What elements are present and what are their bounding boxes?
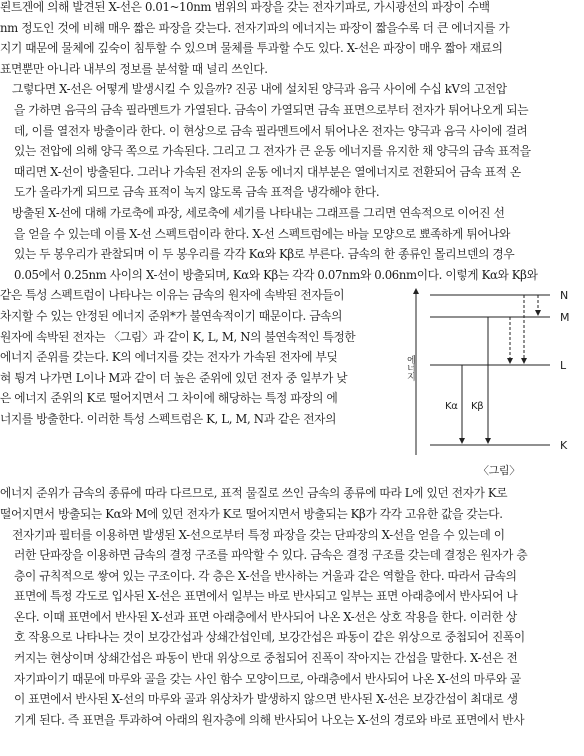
text-line: 데, 이를 열전자 방출이라 한다. 이 현상으로 금속 필라멘트에서 튀어나온 전자는 양극과 음극 사이에 걸려 (14, 123, 528, 138)
text-line: 있는 두 봉우리가 관찰되며 이 두 봉우리를 각각 Kα와 Kβ로 부른다. 금속의 한 종류인 몰리브덴의 경우 (14, 247, 515, 262)
energy-level-diagram (400, 285, 584, 461)
text-line: 을 얻을 수 있는데 이를 X-선 스펙트럼이라 한다. X-선 스펙트럼에는 바늘 모양으로 뾰족하게 튀어나와 (14, 226, 511, 241)
text-line: 지기 때문에 물체에 깊숙이 침투할 수 있으며 물체를 투과할 수도 있다. X-선은 파장이 매우 짧아 재료의 (0, 41, 503, 56)
text-line: 전자기파 필터를 이용하면 발생된 X-선으로부터 특정 파장을 갖는 단파장의 X-선을 얻을 수 있는데 이 (12, 527, 505, 542)
energy-level-figure (400, 285, 584, 483)
paragraph-3-tail (0, 483, 584, 524)
text-line: 에너지 준위를 갖는다. K의 에너지를 갖는 전자가 가속된 전자에 부딪 (0, 350, 338, 365)
text-line: 혀 튕겨 나가면 L이나 M과 같이 더 높은 준위에 있던 전자 중 일부가 낮 (0, 370, 348, 385)
paragraph-2 (0, 79, 584, 203)
k-alpha-label: Kα (445, 401, 458, 413)
text-line: 방출된 X-선에 대해 가로축에 파장, 세로축에 세기를 나타내는 그래프를 그리면 연속적으로 이어진 선 (12, 205, 505, 220)
text-line: 그렇다면 X-선은 어떻게 발생시킬 수 있을까? 진공 내에 설치된 양극과 음극 사이에 수십 kV의 고전압 (12, 82, 507, 97)
text-line: 을 가하면 음극의 금속 필라멘트가 가열된다. 금속이 가열되면 금속 표면으로부터 전자가 튀어나오게 되는 (14, 102, 529, 117)
text-line: 러한 단파장을 이용하면 금속의 결정 구조를 파악할 수 있다. 금속은 결정 구조를 갖는데 결정은 원자가 층 (14, 548, 528, 563)
paragraph-3-with-figure (0, 285, 584, 483)
paragraph-3-left-column (0, 285, 400, 483)
text-line: 에너지 준위가 금속의 종류에 따라 다르므로, 표적 물질로 쓰인 금속의 종류에 따라 L에 있던 전자가 K로 (0, 486, 508, 501)
text-line: 층이 규칙적으로 쌓여 있는 구조이다. 각 층은 X-선을 반사하는 거울과 같은 역할을 한다. 따라서 금속의 (14, 568, 517, 583)
text-line: 커지는 현상이며 상쇄간섭은 파동이 반대 위상으로 중첩되어 진폭이 작아지는 간섭을 말한다. X-선은 전 (14, 651, 518, 666)
paragraph-4 (0, 525, 584, 731)
text-line: 온다. 이때 표면에서 반사된 X-선과 표면 아래층에서 반사되어 나온 X-선은 상호 작용을 한다. 이러한 상 (14, 609, 517, 624)
paragraph-3 (0, 203, 584, 285)
figure-caption: 〈그림〉 (478, 464, 520, 478)
text-line: 표면뿐만 아니라 내부의 정보를 분석할 때 널리 쓰인다. (0, 61, 268, 76)
text-line: 도가 올라가게 되므로 금속 표적이 녹지 않도록 금속 표적을 냉각해야 한다. (14, 185, 380, 200)
text-line: 기게 된다. 즉 표면을 투과하여 아래의 원자층에 의해 반사되어 나오는 X-선의 경로와 바로 표면에서 반사 (14, 712, 525, 727)
text-line: 떨어지면서 방출되는 Kα와 M에 있던 전자가 K로 떨어지면서 방출되는 Kβ가 각각 고유한 값을 갖는다. (0, 506, 503, 521)
level-m-label: M (560, 311, 570, 325)
energy-axis-label: 에너지 (405, 355, 415, 382)
text-line: 원자에 속박된 전자는 〈그림〉과 같이 K, L, M, N의 불연속적인 특정한 (0, 329, 356, 344)
level-k-label: K (560, 439, 567, 453)
text-line: 뢴트겐에 의해 발견된 X-선은 0.01~10nm 범위의 파장을 갖는 전자기파로, 가시광선의 파장이 수백 (0, 0, 490, 14)
text-line: 같은 특성 스펙트럼이 나타나는 이유는 금속의 원자에 속박된 전자들이 (0, 288, 345, 303)
text-line: 때리면 X-선이 방출된다. 그러나 가속된 전자의 운동 에너지 대부분은 열에너지로 전환되어 금속 표적 온 (14, 164, 521, 179)
text-line: 0.05에서 0.25nm 사이의 X-선이 방출되며, Kα와 Kβ는 각각 0.07nm와 0.06nm이다. 이렇게 Kα와 Kβ와 (14, 267, 538, 282)
k-beta-label: Kβ (471, 401, 484, 413)
text-line: 차지할 수 있는 안정된 에너지 준위*가 불연속적이기 때문이다. 금속의 (0, 308, 343, 323)
text-line: 자기파이기 때문에 마루와 골을 갖는 사인 함수 모양이므로, 아래층에서 반사되어 나온 X-선의 마루와 골 (14, 671, 521, 686)
text-line: 너지를 방출한다. 이러한 특성 스펙트럼은 K, L, M, N과 같은 전자의 (0, 411, 337, 426)
text-line: 표면에 특정 각도로 입사된 X-선은 표면에서 일부는 바로 반사되고 일부는 표면 아래층에서 반사되어 나 (14, 589, 518, 604)
paragraph-1 (0, 0, 584, 79)
text-line: 이 표면에서 반사된 X-선의 마루와 골과 위상차가 발생하지 않으면 반사된 X-선은 보강간섭이 최대로 생 (14, 692, 518, 707)
level-n-label: N (560, 289, 568, 303)
text-line: nm 정도인 것에 비해 매우 짧은 파장을 갖는다. 전자기파의 에너지는 파장이 짧을수록 더 큰 에너지를 가 (0, 20, 510, 35)
level-l-label: L (560, 359, 566, 373)
text-line: 은 에너지 준위의 K로 떨어지면서 그 차이에 해당하는 특정 파장의 에 (0, 391, 338, 406)
text-line: 호 작용으로 나타나는 것이 보강간섭과 상쇄간섭인데, 보강간섭은 파동이 같은 위상으로 중첩되어 진폭이 (14, 630, 525, 645)
text-line: 있는 전압에 의해 양극 쪽으로 가속된다. 그리고 그 전자가 큰 운동 에너지를 유지한 채 양극의 금속 표적을 (14, 144, 531, 159)
